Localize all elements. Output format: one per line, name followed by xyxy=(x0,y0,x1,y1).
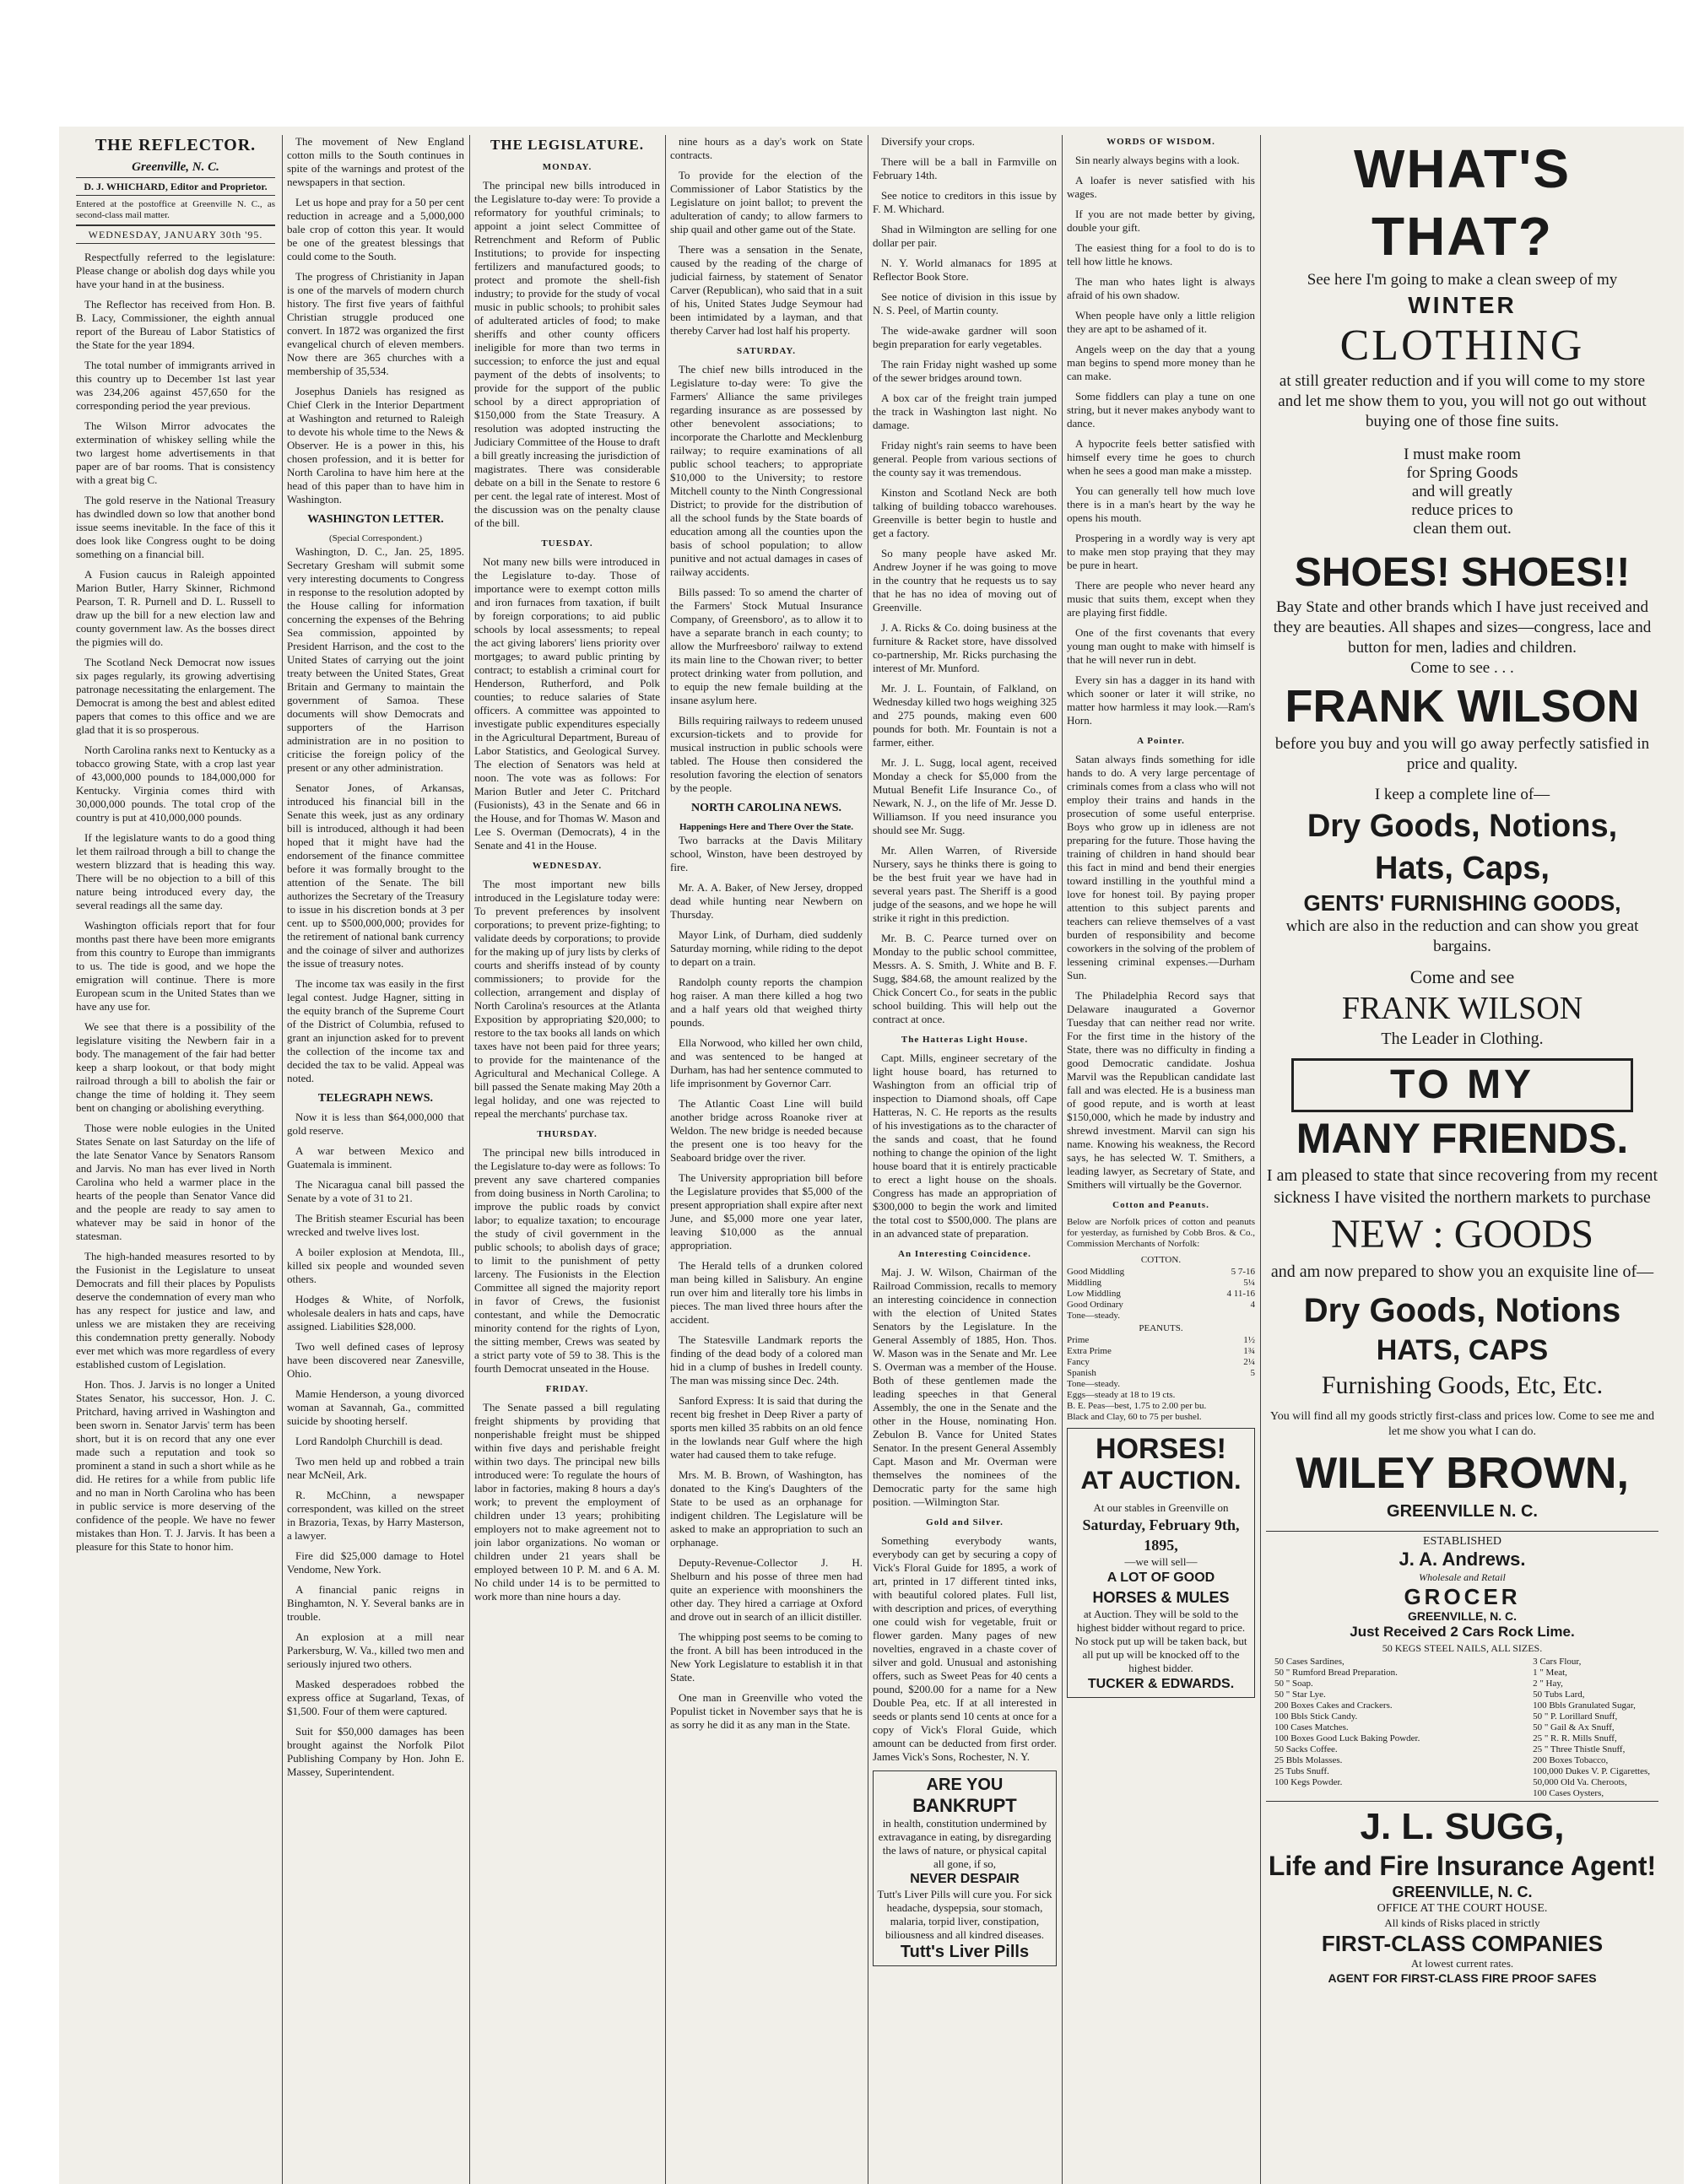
ad-line: HORSES! xyxy=(1096,1433,1226,1465)
nc-news-item: Deputy-Revenue-Collector J. H. Shelburn and his posse of three men had quite an experience with moonshiners the other day. They hired a carriage at Oxford and drove out in search of an illicit distiller. xyxy=(670,1556,863,1623)
ad-text: Come and see xyxy=(1409,966,1515,987)
legislature-paragraph: The most important new bills introduced in the Legislature today were: To prevent preferences by insolvent corporations; to prevent prize-fighting; to validate deeds by corporations; to provide for the making up of jury lists by clerks of courts and sheriffs instead of by county commissioners; to provide for the collection, arrangement and display of North Carolina's resources at the Atlanta Exposition by appropriating $20,000; to restore to the tax books all lands on which taxes have not been paid for three years; to provide for the maintenance of the Agricultural and Mechanical College. A bill passed the Senate making May 20th a legal holiday, and one was rejected to repeal the merchants' purchase tax. xyxy=(474,878,660,1120)
masthead-editor: D. J. WHICHARD, Editor and Proprietor. xyxy=(76,177,275,196)
wiley-brown-headline: WILEY BROWN, xyxy=(1296,1449,1629,1498)
telegraph-item: Masked desperadoes robbed the express office at Sugarland, Texas, of $1,500. Four of them were captured. xyxy=(287,1678,464,1717)
price-cell: 2¼ xyxy=(1243,1357,1255,1367)
ad-line: ARE YOU xyxy=(926,1776,1004,1794)
grade-cell: Fancy xyxy=(1067,1357,1090,1367)
list-item: 200 Boxes Cakes and Crackers. xyxy=(1274,1700,1393,1711)
ad-text: 50 KEGS STEEL NAILS, ALL SIZES. xyxy=(1382,1642,1543,1654)
nc-news-item: Two barracks at the Davis Military school, Winston, have been destroyed by fire. xyxy=(670,834,863,873)
editorial-paragraph: Washington officials report that for four months past there have been more emigrants from this country to Europe than immigrants to us. The tide is good, and we hope the emigration will continue. There is more European scum in the United States than we have any use for. xyxy=(76,919,275,1013)
list-item: 100 Kegs Powder. xyxy=(1274,1777,1343,1787)
column-legislature xyxy=(474,135,660,2184)
wisdom-heading: WORDS OF WISDOM. xyxy=(1106,137,1215,147)
ad-text: I am pleased to state that since recovering from my recent sickness I have visited the northern markets to purchase xyxy=(1266,1166,1658,1207)
local-item: The wide-awake gardner will soon begin preparation for early vegetables. xyxy=(873,324,1057,350)
hats-caps-headline: HATS, CAPS xyxy=(1376,1334,1549,1366)
editorial-paragraph: The gold reserve in the National Treasury has dwindled down so low that another bond issue seems inevitable. In the face of this it does look like Congress ought to be doing something on a financial bill. xyxy=(76,494,275,560)
andrews-stock-list xyxy=(1266,1655,1658,1801)
column-rule xyxy=(665,135,666,2184)
market-extra: Eggs—steady at 18 to 19 cts. xyxy=(1067,1390,1176,1400)
list-item: 3 Cars Flour, xyxy=(1533,1657,1582,1667)
ad-text: I must make room xyxy=(1404,446,1521,463)
list-item: 50 " P. Lorillard Snuff, xyxy=(1533,1711,1618,1722)
column-rule xyxy=(1062,135,1063,2184)
nc-news-item: One man in Greenville who voted the Populist ticket in November says that he is as sorry he did it as any man in the State. xyxy=(670,1691,863,1731)
telegraph-item: A financial panic reigns in Binghamton, N. Y. Several banks are in trouble. xyxy=(287,1583,464,1623)
list-item: 100,000 Dukes V. P. Cigarettes, xyxy=(1533,1766,1650,1776)
table-row xyxy=(1067,1289,1255,1300)
ad-text: Bay State and other brands which I have just received and they are beauties. All shapes and sizes—congress, lace and button for men, ladies and children. xyxy=(1273,598,1652,657)
ad-text: At lowest current rates. xyxy=(1410,1957,1514,1970)
to-my-headline: TO MY xyxy=(1291,1058,1633,1112)
grade-cell: Extra Prime xyxy=(1067,1346,1112,1356)
news-paragraph: The progress of Christianity in Japan is one of the marvels of modern church history. The first five years of faithful Christian struggle produced one convert. In 1872 was organized the first evangelical church of eleven members. Now there are 365 churches with a membership of 35,534. xyxy=(287,270,464,377)
local-item: Friday night's rain seems to have been general. People from various sections of the county say it was tremendous. xyxy=(873,439,1057,478)
editorial-paragraph: Respectfully referred to the legislature: Please change or abolish dog days while you have your hand in at the business. xyxy=(76,251,275,290)
price-cell: 5 7-16 xyxy=(1231,1267,1255,1277)
list-item: 1 " Meat, xyxy=(1533,1668,1567,1678)
day-heading: MONDAY. xyxy=(542,162,592,172)
andrews-name: J. A. Andrews. xyxy=(1399,1549,1526,1570)
ad-line: in health, constitution undermined by extravagance in eating, by disregarding the laws of nature, or physical capital all gone, if so, xyxy=(878,1817,1052,1870)
nc-news-heading: NORTH CAROLINA NEWS. xyxy=(690,802,842,814)
day-heading: FRIDAY. xyxy=(545,1384,589,1394)
many-friends-headline: MANY FRIENDS. xyxy=(1296,1115,1629,1162)
ad-line: TUCKER & EDWARDS. xyxy=(1087,1677,1235,1691)
wisdom-item: One of the first covenants that every young man ought to make with himself is that he will never run in debt. xyxy=(1067,626,1255,666)
wisdom-item: Every sin has a dagger in its hand with which sooner or later it will strike, no matter how harmless it may look.—Ram's Horn. xyxy=(1067,673,1255,727)
ad-text: clean them out. xyxy=(1413,520,1512,538)
price-cell: 5 xyxy=(1250,1368,1255,1378)
legislature-paragraph: Bills requiring railways to redeem unused excursion-tickets and to provide for musical instruction in public schools were tabled. The House then considered the resolution favoring the election of senators by the people. xyxy=(670,714,863,794)
wisdom-item: The man who hates light is always afraid of his own shadow. xyxy=(1067,275,1255,301)
grade-cell: Spanish xyxy=(1067,1368,1096,1378)
horses-auction-ad xyxy=(1067,1428,1255,1698)
price-cell xyxy=(1193,1311,1255,1322)
wisdom-item: Sin nearly always begins with a look. xyxy=(1075,154,1240,166)
legislature-paragraph: Bills passed: To so amend the charter of the Farmers' Stock Mutual Insurance Company, of Greensboro', as to allow it to have a separate branch in each county; to allow the Murfreesboro' railway to extend its main line to the Chowan river; to better protect drinking water from pollution, and to equip the new female building at the insane asylum here. xyxy=(670,586,863,706)
sugg-name: J. L. SUGG, xyxy=(1360,1806,1565,1847)
list-item: 100 Cases Matches. xyxy=(1274,1722,1349,1733)
price-cell: 5¼ xyxy=(1243,1278,1255,1288)
letter-paragraph: Washington, D. C., Jan. 25, 1895. Secretary Gresham will submit some very interesting documents to Congress in response to the resolution adopted by the House calling for information concerning the expenses of the Behring Sea commission, appointed by President Harrison, and the cost to the United States of carrying out the joint treaty between the United States, Great Britain and Germany to maintain the government of Samoa. These documents will show Democrats and supporters of the Harrison administration are in no position to criticise the foreign policy of the present or any other administration. xyxy=(287,545,464,774)
ad-text: I keep a complete line of— xyxy=(1374,786,1550,803)
legislature-paragraph: There was a sensation in the Senate, caused by the reading of the charge of judicial fairness, by statement of Senator Carver (Republican), who said that in a suit of his, United States Judge Seymour had been intimidated by a layman, and that thereby Carver had lost half his property. xyxy=(670,243,863,337)
nc-news-item: Mayor Link, of Durham, died suddenly Saturday morning, while riding to the depot to depart on a train. xyxy=(670,928,863,968)
price-cell: 4 xyxy=(1250,1300,1255,1310)
local-item: Mr. B. C. Pearce turned over on Monday to the public school committee, Messrs. A. S. Smith, J. White and B. F. Sugg, $84.68, the amount realized by the Chick Concert Co., for seats in the public school building. This will help out the contract at once. xyxy=(873,932,1057,1025)
frank-wilson-headline: FRANK WILSON xyxy=(1285,681,1640,732)
editorial-paragraph: The high-handed measures resorted to by the Fusionist in the Legislature to unseat Democrats and fill their places by Populists deserve the condemnation of every man who has any respect for justice and law, and unless we are mistaken they are receiving this condemnation pretty generally. Nobody ever met which was more regardless of every established custom of Legislation. xyxy=(76,1250,275,1370)
cotton-table xyxy=(1067,1267,1255,1322)
winter-headline: WINTER xyxy=(1408,292,1517,318)
list-item: 50 Sacks Coffee. xyxy=(1274,1744,1338,1754)
news-paragraph: The movement of New England cotton mills to the South continues in spite of the warnings and protest of the newspapers in that section. xyxy=(287,135,464,188)
list-item: 2 " Hay, xyxy=(1533,1679,1563,1689)
ad-text: reduce prices to xyxy=(1411,501,1513,519)
ad-text: ESTABLISHED xyxy=(1423,1535,1501,1548)
clothing-headline: CLOTHING xyxy=(1339,322,1585,370)
legislature-paragraph: To provide for the election of the Commissioner of Labor Statistics by the Legislature on joint ballot; to prevent the adulteration of candy; to allow farmers to ship quail and other game out of the State. xyxy=(670,169,863,235)
list-item: 100 Cases Oysters, xyxy=(1533,1788,1604,1798)
stock-list-right xyxy=(1533,1657,1650,1799)
telegraph-item: A war between Mexico and Guatemala is imminent. xyxy=(287,1144,464,1170)
market-extra: Black and Clay, 60 to 75 per bushel. xyxy=(1067,1412,1202,1422)
frank-wilson-name: FRANK WILSON xyxy=(1341,991,1583,1026)
local-item: See notice to creditors in this issue by F. M. Whichard. xyxy=(873,189,1057,215)
coincidence-heading: An Interesting Coincidence. xyxy=(898,1249,1031,1259)
legislature-paragraph: The Senate passed a bill regulating freight shipments by providing that nonperishable freight must be shipped within five days and perishable freight within two days. The principal new bills introduced were: To regulate the hours of labor in factories, making 8 hours a day's work; to prevent the employment of children under 13 years; prohibiting employers not to make agreement not to join labor organizations. No woman or children under 21 years shall be employed between 10 P. M. and 6 A. M. No child under 14 is to be permitted to work more than nine hours a day. xyxy=(474,1401,660,1603)
telegraph-item: Suit for $50,000 damages has been brought against the Norfolk Pilot Publishing Company by Hon. John E. Massey, Superintendent. xyxy=(287,1725,464,1778)
price-cell: 4 11-16 xyxy=(1226,1289,1255,1299)
ad-text: AGENT FOR FIRST-CLASS FIRE PROOF SAFES xyxy=(1328,1971,1597,1985)
telegraph-item: Mamie Henderson, a young divorced woman at Savannah, Ga., committed suicide by shooting herself. xyxy=(287,1387,464,1427)
ad-line: at Auction. They will be sold to the highest bidder without regard to price. No stock put up will be taken back, but all put up will be knocked off to the highest bidder. xyxy=(1074,1608,1247,1674)
column-rule xyxy=(282,135,283,2184)
editorial-paragraph: We see that there is a possibility of the legislature visiting the Newbern fair in a body. The management of the fair had better keep a sharp lookout, or that body might railroad through a bill to abolish the fair or change the time of holding it. They seem bent on changing or abolishing everything. xyxy=(76,1020,275,1114)
washington-letter-sub: (Special Correspondent.) xyxy=(329,533,422,543)
local-item: Mr. J. L. Fountain, of Falkland, on Wednesday killed two hogs weighing 325 and 275 pounds, making even 600 pounds for both. Mr. Fountain is not a farmer, either. xyxy=(873,682,1057,749)
list-item: 50 " Star Lye. xyxy=(1274,1689,1326,1700)
editorial-paragraph: The total number of immigrants arrived in this country up to December 1st last year was 234,206 against 457,650 for the corresponding period the year previous. xyxy=(76,359,275,412)
column-wisdom-markets xyxy=(1067,135,1255,2184)
grocer-headline: GROCER xyxy=(1404,1584,1521,1609)
table-row xyxy=(1067,1368,1255,1379)
wisdom-item: There are people who never heard any music that suits them, except when they are playing first fiddle. xyxy=(1067,579,1255,619)
gold-silver-paragraph: Something everybody wants, everybody can get by securing a copy of Vick's Floral Guide for 1895, a work of art, printed in 17 different tinted inks, with beautiful colored plates. Full list, with description and prices, of everything one could wish for vegetable, fruit or flower garden. Many pages of new novelties, engraved in a chaste cover of silver and gold. Unusual and astonishing offers, such as Sweet Peas for 40 cents a pound, $200.00 for a name for a New Double Pea, etc. If at all interested in seeds or plants send 10 cents at once for a copy of Vick's Floral Guide, which amount can be deducted from first order. James Vick's Sons, Rochester, N. Y. xyxy=(873,1534,1057,1763)
legislature-paragraph: nine hours as a day's work on State contracts. xyxy=(670,135,863,161)
gold-silver-heading: Gold and Silver. xyxy=(926,1517,1004,1527)
nc-news-item: Sanford Express: It is said that during the recent big freshet in Deep River a party of sports men killed 35 rabbits on an old fence in the lowlands near Gulf where the high water had caused them to take refuge. xyxy=(670,1394,863,1461)
column-advertisements xyxy=(1266,135,1658,2184)
local-item: There will be a ball in Farmville on February 14th. xyxy=(873,155,1057,181)
ad-text: Wholesale and Retail xyxy=(1419,1571,1506,1583)
ad-text: All kinds of Risks placed in strictly xyxy=(1384,1916,1540,1929)
peanut-label: PEANUTS. xyxy=(1139,1323,1183,1333)
list-item: 50 " Rumford Bread Preparation. xyxy=(1274,1668,1398,1678)
legislature-paragraph: The principal new bills introduced in the Legislature to-day were: To provide a reformatory for youthful criminals; to appoint a joint select Committee of Retrenchment and Reform of Public Institutions; to provide for inspecting fertilizers and manufactured goods; to protect and promote the shell-fish industry; to provide for the study of vocal music in public schools; to prohibit sales of adulterated articles of food; to make sheriffs and other county officers ineligible for more than two terms in succession; to enforce the just and equal payment of the debts of insolvents; to provide for the support of the public school by a direct appropriation of $150,000 from the State Treasury. A resolution was adopted instructing the Judiciary Committee of the House to draft a bill greatly increasing the jurisdiction of magistrates. There was considerable debate on a bill in the Senate to restore 6 per cent. the legal rate of interest. Most of the discussion was on the penalty clause of the bill. xyxy=(474,179,660,529)
editorial-paragraph: The Wilson Mirror advocates the extermination of whiskey selling while the two largest home advertisements in that paper are of bar rooms. That is consistency with a great big C. xyxy=(76,419,275,486)
ad-text: OFFICE AT THE COURT HOUSE. xyxy=(1377,1902,1548,1915)
list-item: 50,000 Old Va. Cheroots, xyxy=(1533,1777,1627,1787)
washington-letter-heading: WASHINGTON LETTER. xyxy=(307,513,444,526)
local-item: Diversify your crops. xyxy=(881,135,975,148)
nc-news-item: Mr. A. A. Baker, of New Jersey, dropped dead while hunting near Newbern on Thursday. xyxy=(670,881,863,921)
day-heading: TUESDAY. xyxy=(541,538,593,549)
wisdom-item: If you are not made better by giving, double your gift. xyxy=(1067,208,1255,234)
insurance-headline: Life and Fire Insurance Agent! xyxy=(1268,1851,1657,1881)
nc-news-item: The University appropriation bill before the Legislature provides that $5,000 of the present appropriation shall expire after next June, and $5,000 more one year later, leaving $10,000 as the annual appropriation. xyxy=(670,1171,863,1251)
local-item: The rain Friday night washed up some of the sewer bridges around town. xyxy=(873,358,1057,384)
table-row xyxy=(1067,1300,1255,1311)
ad-text: at still greater reduction and if you will come to my store and let me show them to you, you will not go out without buying one of those fine suits. xyxy=(1278,372,1647,430)
letter-paragraph: The income tax was easily in the first legal contest. Judge Hagner, sitting in the equity branch of the Supreme Court of the District of Columbia, refused to grant an injunction asked for to prevent the collection of the income tax and decided the tax to be valid. Appeal was noted. xyxy=(287,977,464,1084)
list-item: 100 Boxes Good Luck Baking Powder. xyxy=(1274,1733,1420,1743)
masthead-title: THE REFLECTOR. xyxy=(95,136,257,154)
nc-news-item: The whipping post seems to be coming to the front. A bill has been introduced in the New York Legislature to establish it in that State. xyxy=(670,1630,863,1684)
editorial-paragraph: If the legislature wants to do a good thing let them railroad through a bill to change the western blizzard that is heading this way. There will be no objection to a bill of this nature being introduced every day, the several readings all the same day. xyxy=(76,831,275,911)
wisdom-item: A loafer is never satisfied with his wages. xyxy=(1067,174,1255,200)
telegraph-item: R. McChinn, a newspaper correspondent, was killed on the street in Brazoria, Texas, by Harry Masterson, a lawyer. xyxy=(287,1489,464,1542)
ad-line: Saturday, February 9th, 1895, xyxy=(1082,1516,1240,1554)
telegraph-item: Hodges & White, of Norfolk, wholesale dealers in hats and caps, have assigned. Liabilities $28,000. xyxy=(287,1293,464,1333)
ad-text: The Leader in Clothing. xyxy=(1381,1030,1544,1048)
telegraph-item: Two men held up and robbed a train near McNeil, Ark. xyxy=(287,1455,464,1481)
list-item: 50 " Gail & Ax Snuff, xyxy=(1533,1722,1615,1733)
cotton-intro: Below are Norfolk prices of cotton and peanuts for yesterday, as furnished by Cobb Bros. & Co., Commission Merchants of Norfolk: xyxy=(1067,1217,1255,1249)
local-item: N. Y. World almanacs for 1895 at Reflector Book Store. xyxy=(873,257,1057,283)
list-item: 25 Tubs Snuff. xyxy=(1274,1766,1329,1776)
grade-cell: Middling xyxy=(1067,1278,1101,1288)
ad-text: You will find all my goods strictly first-class and prices low. Come to see me and let me show you what I can do. xyxy=(1270,1410,1654,1438)
letter-paragraph: Senator Jones, of Arkansas, introduced his financial bill in the Senate this week, just as any ordinary bill is introduced, although it had been hoped that it might have had the endorsement of the finance committee before it was formally brought to the attention of the Senate. The bill authorizes the Secretary of the Treasury to issue in his discretion bonds at 3 per cent. up to $500,000,000; provides for the retirement of national bank currency and the coinage of silver and authorizes the issue of treasury notes. xyxy=(287,781,464,970)
ad-text: GREENVILLE, N. C. xyxy=(1407,1609,1518,1623)
ad-text: Just Received 2 Cars Rock Lime. xyxy=(1350,1624,1575,1640)
table-row xyxy=(1067,1346,1255,1357)
ad-text: and will greatly xyxy=(1411,483,1513,500)
news-paragraph: Let us hope and pray for a 50 per cent reduction in acreage and a 5,000,000 bale crop of cotton this year. It would be one of the greatest blessings that could come to the South. xyxy=(287,196,464,262)
legislature-paragraph: The chief new bills introduced in the Legislature to-day were: To give the Farmers' Alliance the same privileges regarding insurance as are possessed by other benevolent associations; to incorporate the Charlotte and Mecklenburg railway; to require examinations of all public school teachers; to appropriate $10,000 to the University; to restore Mitchell county to the Ninth Congressional District; to provide for the distribution of all the school funds by the State boards of education among all the counties upon the basis of school population; to allow punitive and not actual damages in cases of railway accidents. xyxy=(670,363,863,578)
grade-cell: Good Middling xyxy=(1067,1267,1125,1277)
local-item: Shad in Wilmington are selling for one dollar per pair. xyxy=(873,223,1057,249)
issue-date: WEDNESDAY, JANUARY 30th '95. xyxy=(76,224,275,244)
telegraph-item: Now it is less than $64,000,000 that gold reserve. xyxy=(287,1111,464,1137)
wisdom-item: When people have only a little religion they are apt to be ashamed of it. xyxy=(1067,309,1255,335)
grade-cell: Low Middling xyxy=(1067,1289,1121,1299)
column-rule xyxy=(1260,135,1261,2184)
ad-line: At our stables in Greenville on xyxy=(1093,1501,1229,1514)
local-item: A box car of the freight train jumped the track in Washington last night. No damage. xyxy=(873,392,1057,431)
price-cell: 1½ xyxy=(1243,1335,1255,1345)
editorial-paragraph: The Scotland Neck Democrat now issues six pages regularly, its growing advertising patronage necessitating the enlargement. The Democrat is among the best and ablest edited papers that comes to this office and we are glad that it is so prosperous. xyxy=(76,656,275,736)
wisdom-item: The easiest thing for a fool to do is to tell how little he knows. xyxy=(1067,241,1255,268)
ad-text: GREENVILLE N. C. xyxy=(1387,1502,1538,1521)
editorial-paragraph: Those were noble eulogies in the United States Senate on last Saturday on the life of the late Senator Vance by Senators Ransom and Jarvis. No man has ever lived in North Carolina who held a warmer place in the hearts of the people than Senator Vance did and the people are ready to say amen to whatever may be said in honor of the statesman. xyxy=(76,1122,275,1242)
day-heading: THURSDAY. xyxy=(537,1129,598,1139)
ad-line: BANKRUPT xyxy=(912,1795,1017,1816)
column-local-news xyxy=(873,135,1057,2184)
hatteras-paragraph: Capt. Mills, engineer secretary of the light house board, has returned to Washington from an official trip of inspection to Diamond shoals, off Cape Hatteras, N. C. He reports as the results of his investigations as to the character of the sands and coast, that he found nothing to change the opinion of the light house board that it is entirely practicable to erect a light house on the shoals. Congress has made an appropriation of $300,000 to begin the work and limited the total cost to $500,000. The plans are in an advanced state of preparation. xyxy=(873,1051,1057,1240)
ad-text: Come to see . . . xyxy=(1410,659,1514,677)
local-item: Mr. Allen Warren, of Riverside Nursery, says he thinks there is going to be the best fruit year we have had in several years past. The Sheriff is a good judge of the seasons, and we hope he will strike it right in this prediction. xyxy=(873,844,1057,924)
telegraph-item: A boiler explosion at Mendota, Ill., killed six people and wounded seven others. xyxy=(287,1246,464,1285)
editorial-paragraph: Hon. Thos. J. Jarvis is no longer a United States Senator, his successor, Hon. J. C. Pritchard, having arrived in Washington and been sworn in. Senator Jarvis' term has been short, but it is on record that any one ever made such a reputation and took so prominent a stand in such a short while as he did. He retires for a while from public life and no man in North Carolina who has been in public service is more deserving of the confidence of the people. We have no fewer mistakes than Hon. T. J. Jarvis. It has been a pleasure for this State to honor him. xyxy=(76,1378,275,1553)
price-cell: 1¾ xyxy=(1243,1346,1255,1356)
ad-line: NEVER DESPAIR xyxy=(910,1872,1020,1886)
pointer-paragraph: Satan always finds something for idle hands to do. A very large percentage of criminals comes from a class who will not employ their trains and hands in the prosecution of some useful enterprise. Boys who grow up in idleness are not preparing for the future. Those having the training of children in hand should bear this fact in mind and bend their energies toward instilling in the youthful mind a love for honest toil. By paying proper attention to this subject parents and teachers can relieve themselves of a vast burden of responsibility and become coworkers in the solving of the problem of lessening criminal expenses.—Durham Sun. xyxy=(1067,753,1255,981)
ad-text: which are also in the reduction and can show you great bargains. xyxy=(1285,917,1639,955)
legislature-paragraph: The principal new bills introduced in the Legislature to-day were as follows: To prevent any save chartered companies from doing business in North Carolina; to improve the public roads by convict labor; to equalize taxation; to encourage the study of civil government in the public schools; to abolish days of grace; to limit to the punishment of petty larceny. The Fusionists in the Election Committee all signed the majority report in favor of Crews, the fusionist contestant, and while the Democratic minority contend for the rights of Lyon, the sitting member, Crews was seated by a strict party vote of 59 to 38. This is the fourth Democrat unseated in the House. xyxy=(474,1146,660,1375)
list-item: 50 " Soap. xyxy=(1274,1679,1313,1689)
column-state-news xyxy=(670,135,863,2184)
record-paragraph: The Philadelphia Record says that Delaware inaugurated a Governor Tuesday that can neither read nor write. For the first time in the history of the State, there was no difficulty in finding a good Democratic candidate. Joshua Marvil was the Republican candidate last fall and was elected. He is a business man of good repute, and is worth at least $150,000, which he made by industry and shrewd investment. Marvil can sign his name. Knowing his weakness, the Record says, he has selected W. T. Smithers, a leading lawyer, as Secretary of State, and Smithers will virtually be the Governor. xyxy=(1067,989,1255,1191)
grade-cell: Tone—steady. xyxy=(1067,1379,1120,1389)
grade-cell: Good Ordinary xyxy=(1067,1300,1123,1310)
coincidence-paragraph: Maj. J. W. Wilson, Chairman of the Railroad Commission, recalls to memory an interesting coincidence in connection with the election of United States Senators by the Legislature. In the General Assembly of 1885, Hon. Thos. W. Mason was in the Senate and Mr. Lee S. Overman was a member of the House. Both of these gentlemen made the leading speeches in that General Assembly, the one in the Senate and the other in the House, nominating Hon. Zebulon B. Vance for United States Senator. In the present General Assembly Capt. Mason and Mr. Overman were themselves the nominees of the Democratic party for the same high position. —Wilmington Star. xyxy=(873,1266,1057,1508)
telegraph-item: Fire did $25,000 damage to Hotel Vendome, New York. xyxy=(287,1549,464,1576)
telegraph-item: Lord Randolph Churchill is dead. xyxy=(295,1435,443,1447)
table-row xyxy=(1067,1335,1255,1346)
nc-news-item: The Statesville Landmark reports the finding of the dead body of a colored man hid in a clump of bushes in Iredell county. The man was missing since Dec. 24th. xyxy=(670,1333,863,1387)
andrews-grocer-ad xyxy=(1266,1531,1658,1801)
masthead-entered: Entered at the postoffice at Greenville N. C., as second-class mail matter. xyxy=(76,199,275,220)
local-item: J. A. Ricks & Co. doing business at the furniture & Racket store, have dissolved co-partnership, Mr. Ricks purchasing the interest of Mr. Munford. xyxy=(873,621,1057,674)
ad-line: Tutt's Liver Pills xyxy=(900,1943,1030,1961)
whats-that-headline: WHAT'S THAT? xyxy=(1353,138,1572,267)
column-news-notes xyxy=(287,135,464,2184)
telegraph-item: The British steamer Escurial has been wrecked and twelve lives lost. xyxy=(287,1212,464,1238)
telegraph-item: An explosion at a mill near Parkersburg, W. Va., killed two men and seriously injured two others. xyxy=(287,1630,464,1670)
list-item: 100 Bbls Granulated Sugar, xyxy=(1533,1700,1636,1711)
price-cell xyxy=(1221,1379,1255,1390)
ad-line: AT AUCTION. xyxy=(1080,1467,1242,1495)
ad-line: HORSES & MULES xyxy=(1092,1589,1230,1606)
cotton-heading: Cotton and Peanuts. xyxy=(1112,1200,1209,1210)
editorial-paragraph: The Reflector has received from Hon. B. B. Lacy, Commissioner, the eighth annual report of the Bureau of Labor Statistics of the State for the year 1894. xyxy=(76,298,275,351)
wisdom-item: Some fiddlers can play a tune on one string, but it never makes anybody want to dance. xyxy=(1067,390,1255,430)
day-heading: WEDNESDAY. xyxy=(532,861,603,871)
ad-text: and am now prepared to show you an exquisite line of— xyxy=(1270,1262,1654,1281)
ad-line: —we will sell— xyxy=(1124,1555,1198,1568)
table-row xyxy=(1067,1379,1255,1390)
ad-text: GREENVILLE, N. C. xyxy=(1392,1884,1533,1900)
column-editorials xyxy=(76,135,275,2184)
local-item: So many people have asked Mr. Andrew Joyner if he was going to move in the country that he requests us to say that he has no idea of moving out of Greenville. xyxy=(873,547,1057,614)
ad-line: Tutt's Liver Pills will cure you. For sick headache, dyspepsia, sour stomach, malaria, torpid liver, constipation, biliousness and all kindred diseases. xyxy=(877,1888,1052,1941)
ad-text: See here I'm going to make a clean sweep of my xyxy=(1307,271,1618,289)
peanut-table xyxy=(1067,1335,1255,1390)
new-goods-headline: NEW : GOODS xyxy=(1330,1212,1594,1257)
local-item: Kinston and Scotland Neck are both talking of building tobacco warehouses. Greenville is better begin to hustle and get a factory. xyxy=(873,486,1057,539)
list-item: 50 Cases Sardines, xyxy=(1274,1657,1344,1667)
telegraph-item: Two well defined cases of leprosy have been discovered near Zanesville, Ohio. xyxy=(287,1340,464,1380)
list-item: 25 " Three Thistle Snuff, xyxy=(1533,1744,1626,1754)
ad-text: for Spring Goods xyxy=(1406,464,1518,482)
shoes-headline: SHOES! SHOES!! xyxy=(1294,550,1631,595)
dry-goods-headline: Dry Goods, Notions, Hats, Caps, xyxy=(1307,808,1618,886)
local-item: Mr. J. L. Sugg, local agent, received Monday a check for $5,000 from the Mutual Benefit Life Insurance Co., of Newark, N. J., on the life of Mr. Jesse D. Williamson. If you need insurance you should see Mr. Sugg. xyxy=(873,756,1057,836)
list-item: 25 " R. R. Mills Snuff, xyxy=(1533,1733,1617,1743)
stock-list-left xyxy=(1274,1657,1420,1799)
nc-news-sub: Happenings Here and There Over the State. xyxy=(679,822,854,832)
ad-text: before you buy and you will go away perfectly satisfied in price and quality. xyxy=(1274,735,1650,773)
local-item: See notice of division in this issue by N. S. Peel, of Martin county. xyxy=(873,290,1057,316)
nc-news-item: Randolph county reports the champion hog raiser. A man there killed a hog two and a half years old that weighed thirty pounds. xyxy=(670,976,863,1029)
market-extra: B. E. Peas—best, 1.75 to 2.00 per bu. xyxy=(1067,1401,1207,1411)
wisdom-item: Prospering in a wordly way is very apt to make men stop praying that they may be pure in heart. xyxy=(1067,532,1255,571)
grade-cell: Prime xyxy=(1067,1335,1090,1345)
list-item: 25 Bbls Molasses. xyxy=(1274,1755,1343,1765)
masthead-place: Greenville, N. C. xyxy=(132,160,219,174)
nc-news-item: Mrs. M. B. Brown, of Washington, has donated to the King's Daughters of the State to be used as an orphanage for indigent children. The Legislature will be asked to make an appropriation to such an orphanage. xyxy=(670,1468,863,1549)
telegraph-heading: TELEGRAPH NEWS. xyxy=(317,1092,434,1105)
list-item: 50 Tubs Lard, xyxy=(1533,1689,1585,1700)
nc-news-item: Ella Norwood, who killed her own child, and was sentenced to be hanged at Durham, has had her sentence commuted to life imprisonment by Governor Carr. xyxy=(670,1036,863,1089)
table-row xyxy=(1067,1278,1255,1289)
cotton-label: COTTON. xyxy=(1140,1255,1182,1265)
first-class-headline: FIRST-CLASS COMPANIES xyxy=(1321,1931,1604,1956)
ad-line: A LOT OF GOOD xyxy=(1106,1570,1215,1585)
table-row xyxy=(1067,1357,1255,1368)
news-paragraph: Josephus Daniels has resigned as Chief Clerk in the Interior Department at Washington and returned to Raleigh to devote his whole time to the News & Observer. He is a power in this, his chosen profession, and it is better for North Carolina to have him here at the head of this paper than to have him in Washington. xyxy=(287,385,464,505)
table-row xyxy=(1067,1311,1255,1322)
legislature-heading: THE LEGISLATURE. xyxy=(490,137,644,153)
editorial-paragraph: North Carolina ranks next to Kentucky as a tobacco growing State, with a crop last year of 43,000,000 pounds to 184,000,000 for Kentucky. Virginia comes third with 30,000,000 pounds. The total crop of the country is put at 410,000,000 pounds. xyxy=(76,743,275,824)
grade-cell: Tone—steady. xyxy=(1067,1311,1120,1321)
hatteras-heading: The Hatteras Light House. xyxy=(901,1035,1029,1045)
day-heading: SATURDAY. xyxy=(736,346,797,356)
wisdom-item: A hypocrite feels better satisfied with himself every time he goes to church when he sees a good man make a misstep. xyxy=(1067,437,1255,477)
dry-goods-notions-headline: Dry Goods, Notions xyxy=(1303,1292,1621,1329)
telegraph-item: The Nicaragua canal bill passed the Senate by a vote of 31 to 21. xyxy=(287,1178,464,1204)
table-row xyxy=(1067,1267,1255,1278)
nc-news-item: The Herald tells of a drunken colored man being killed in Salisbury. An engine run over him and literally tore his limbs in pieces. The man lived three hours after the accident. xyxy=(670,1259,863,1326)
gents-headline: GENTS' FURNISHING GOODS, xyxy=(1303,890,1621,916)
column-rule xyxy=(469,135,470,2184)
legislature-paragraph: Not many new bills were introduced in the Legislature to-day. Those of importance were to exempt cotton mills and iron furnaces from taxation, if built by foreign corporations; to aid public schools by local assessments; to repeal the act giving laborers' liens priority over mortgages; to award public printing by contract; to establish a criminal court for Henderson, Rutherford, and Polk counties; to reduce salaries of State officers. A committee was appointed to investigate public expenditures especially in the Agricultural Department, Bureau of Labor Statistics, and Geological Survey. The election of Senators was held at noon. The vote was as follows: For Marion Butler and Jeter C. Pritchard (Fusionists), 43 in the Senate and 66 in the House, and for Thomas W. Mason and Lee S. Overman (Democrats), 4 in the Senate and 41 in the House. xyxy=(474,555,660,851)
wisdom-item: Angels weep on the day that a young man begins to spend more money than he can make. xyxy=(1067,343,1255,382)
list-item: 100 Bbls Stick Candy. xyxy=(1274,1711,1358,1722)
pointer-heading: A Pointer. xyxy=(1137,736,1185,746)
list-item: 200 Boxes Tobacco, xyxy=(1533,1755,1609,1765)
wisdom-item: You can generally tell how much love there is in a man's heart by the way he opens his mouth. xyxy=(1067,484,1255,524)
editorial-paragraph: A Fusion caucus in Raleigh appointed Marion Butler, Harry Skinner, Richmond Pearson, T. R. Purnell and D. L. Russell to draw up the bill for a new election law and county government law. As the bosses direct the pigmies will do. xyxy=(76,568,275,648)
furnishing-headline: Furnishing Goods, Etc, Etc. xyxy=(1321,1371,1604,1399)
tutts-pills-ad xyxy=(873,1770,1057,1966)
nc-news-item: The Atlantic Coast Line will build another bridge across Roanoke river at Weldon. The new bridge is needed because the present one is too heavy for the Seaboard bridge over the river. xyxy=(670,1097,863,1164)
sugg-insurance-ad xyxy=(1266,1801,1658,1986)
